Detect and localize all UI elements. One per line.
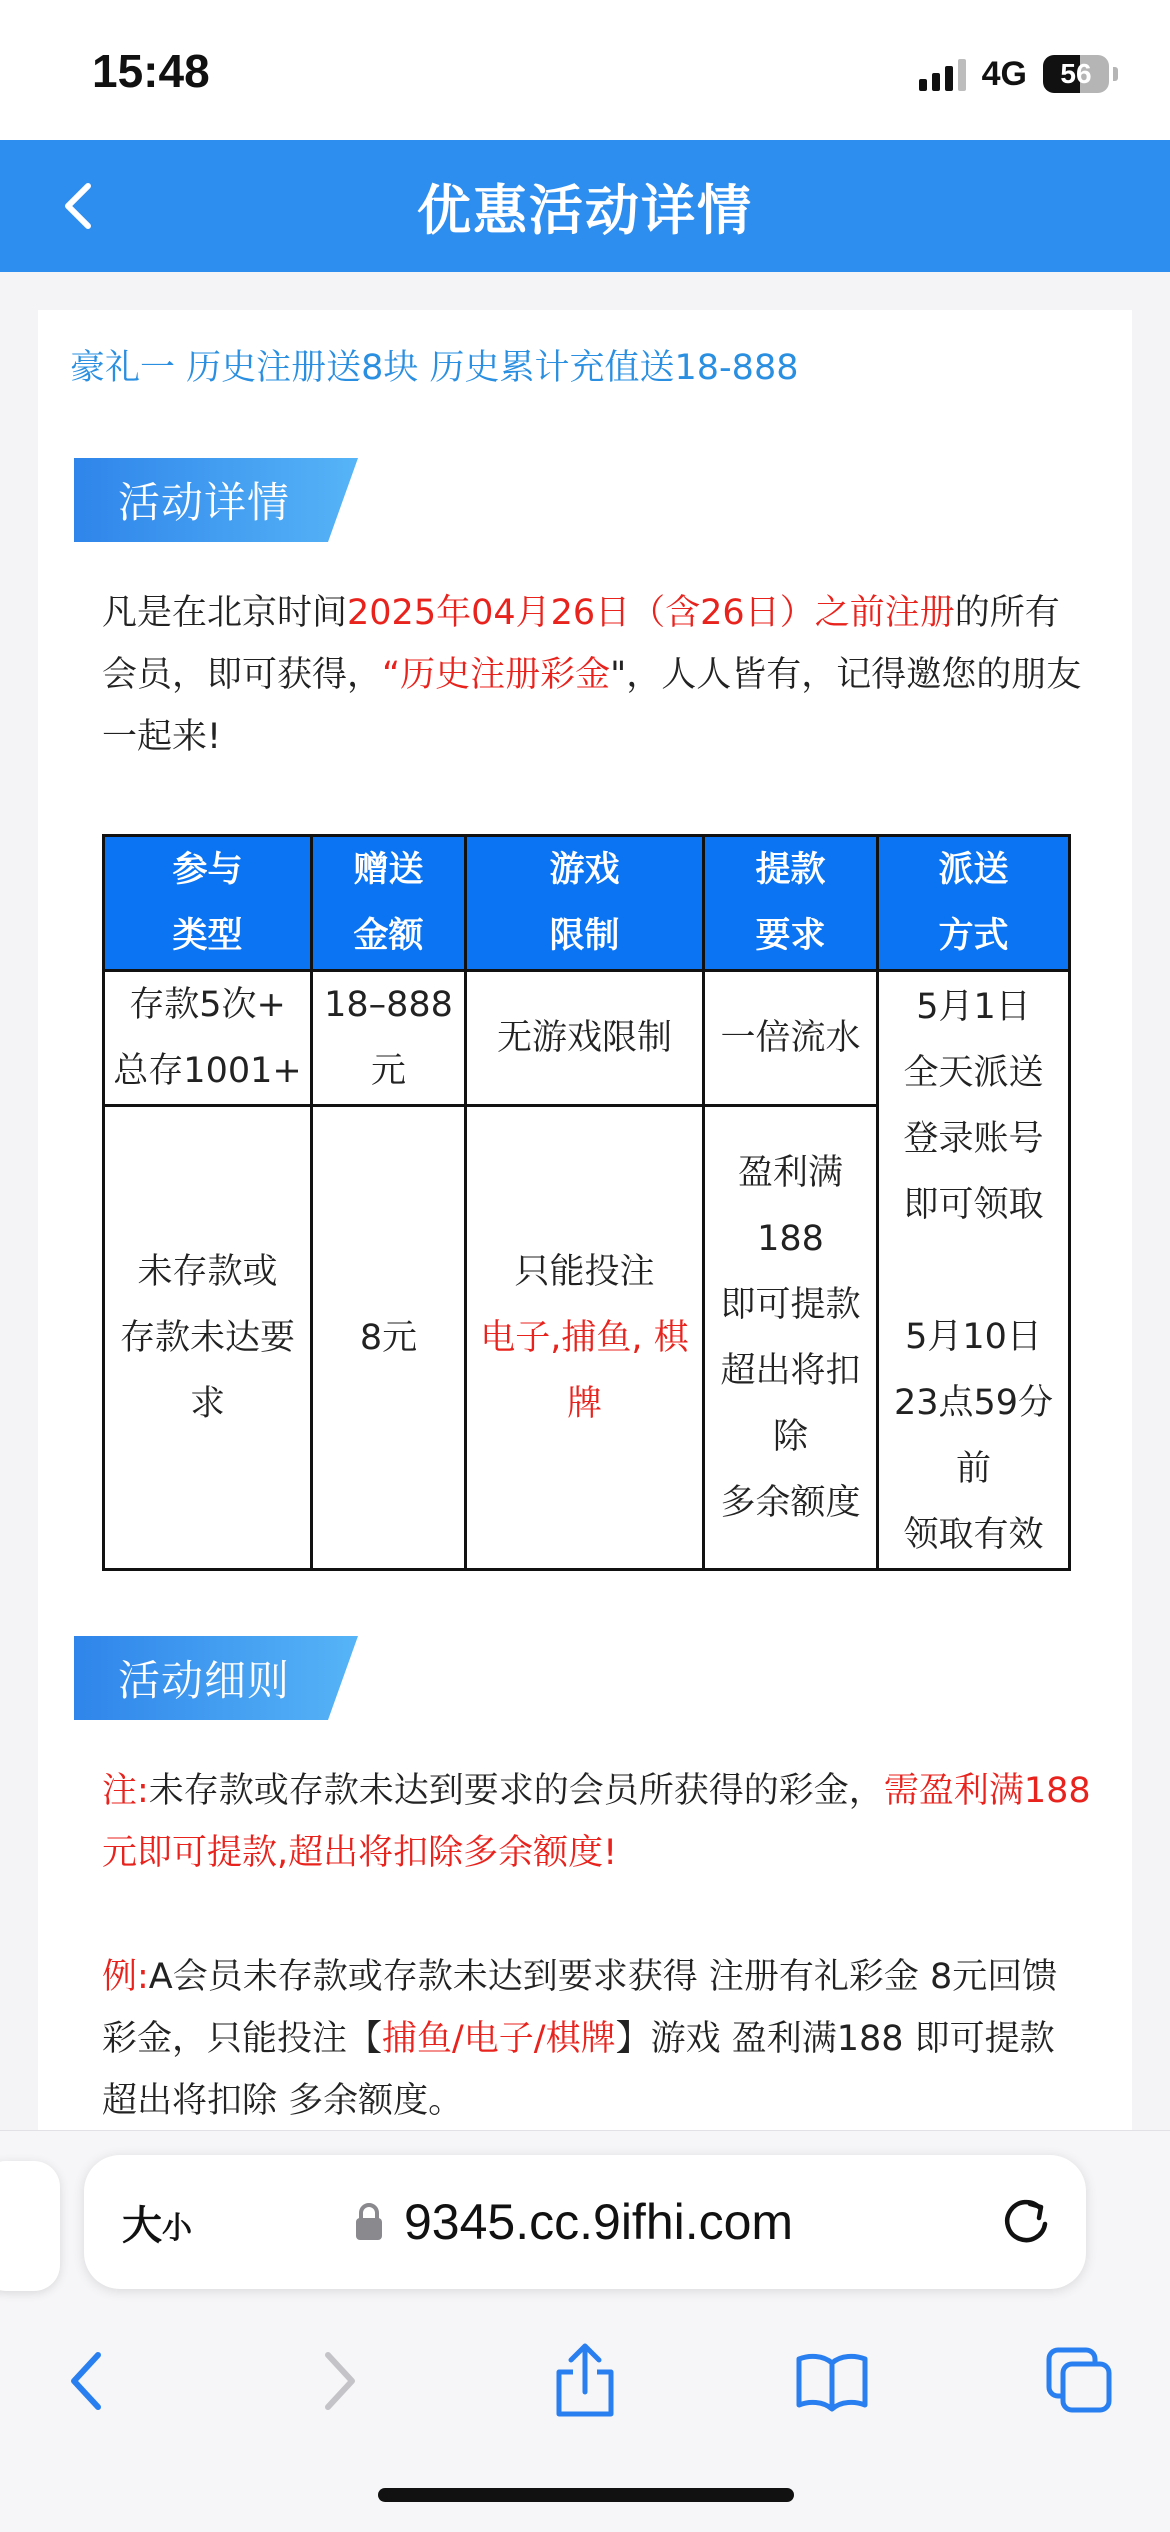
bookmarks-icon xyxy=(795,2349,869,2413)
section-title-details xyxy=(74,458,358,542)
browser-forward-button[interactable] xyxy=(300,2341,380,2421)
bookmarks-button[interactable] xyxy=(792,2341,872,2421)
battery-icon: 56 xyxy=(1043,55,1109,93)
status-bar xyxy=(0,0,1170,140)
table-cell: 只能投注 电子,捕鱼, 棋 牌 xyxy=(466,1106,704,1570)
back-icon xyxy=(64,2349,108,2413)
table-cell: 18–888 元 xyxy=(312,971,466,1106)
share-icon xyxy=(553,2342,617,2420)
tabs-button[interactable] xyxy=(1040,2341,1120,2421)
intro-paragraph: 凡是在北京时间2025年04月26日（含26日）之前注册的所有会员，即可获得，“历史注册彩金"，人人皆有，记得邀您的朋友一起来! xyxy=(102,593,1082,757)
example-paragraph: 例:A会员未存款或存款未达到要求获得 注册有礼彩金 8元回馈彩金，只能投注【捕鱼/电子/棋牌】游戏 盈利满188 即可提款 超出将扣除 多余额度。 xyxy=(102,1957,1058,2121)
status-time: 15:48 xyxy=(92,45,210,97)
table-header: 提款 要求 xyxy=(704,836,878,971)
table-header: 赠送 金额 xyxy=(312,836,466,971)
table-header: 派送 方式 xyxy=(878,836,1070,971)
table-cell: 一倍流水 xyxy=(704,971,878,1106)
browser-back-button[interactable] xyxy=(46,2341,126,2421)
note-paragraph: 注:未存款或存款未达到要求的会员所获得的彩金，需盈利满188元即可提款,超出将扣除多余额度! xyxy=(102,1771,1091,1873)
address-bar[interactable] xyxy=(84,2155,1086,2289)
promo-title: 豪礼一 历史注册送8块 历史累计充值送18-888 xyxy=(70,348,799,388)
table-cell: 盈利满188 即可提款 超出将扣 除 多余额度 xyxy=(704,1106,878,1570)
reload-icon xyxy=(996,2192,1056,2252)
app-header xyxy=(0,140,1170,272)
table-cell-delivery: 5月1日 全天派送 登录账号 即可领取 5月10日 23点59分 前 领取有效 xyxy=(878,971,1070,1570)
url-text: 9345.cc.9ifhi.com xyxy=(404,2194,794,2250)
status-indicators xyxy=(919,52,1118,96)
promo-content xyxy=(38,310,1132,2130)
table-cell: 存款5次+ 总存1001+ xyxy=(104,971,312,1106)
table-header: 游戏 限制 xyxy=(466,836,704,971)
share-button[interactable] xyxy=(545,2341,625,2421)
section-title-text: 活动细则 xyxy=(118,1656,291,1705)
chevron-left-icon xyxy=(58,180,98,232)
table-cell: 无游戏限制 xyxy=(466,971,704,1106)
lock-icon xyxy=(354,2202,384,2242)
battery-tip xyxy=(1113,67,1118,81)
page-title: 优惠活动详情 xyxy=(417,178,753,242)
table-header-row xyxy=(104,836,1070,971)
tabs-icon xyxy=(1045,2346,1115,2416)
text-size-button[interactable]: 大 小 xyxy=(122,2202,192,2249)
section-title-rules xyxy=(74,1636,358,1720)
table-row xyxy=(104,971,1070,1106)
browser-toolbar xyxy=(0,2130,1170,2532)
section-title-text: 活动详情 xyxy=(118,478,291,527)
network-type: 4G xyxy=(981,54,1027,93)
promo-table xyxy=(102,834,1071,1571)
table-header: 参与 类型 xyxy=(104,836,312,971)
back-button[interactable] xyxy=(42,170,114,242)
table-cell: 未存款或 存款未达要 求 xyxy=(104,1106,312,1570)
forward-icon xyxy=(318,2349,362,2413)
url-display[interactable] xyxy=(354,2155,793,2289)
table-cell: 8元 xyxy=(312,1106,466,1570)
signal-icon xyxy=(919,57,966,91)
browser-nav-row xyxy=(0,2321,1170,2431)
previous-tab-peek[interactable] xyxy=(0,2161,60,2291)
home-indicator xyxy=(378,2488,794,2502)
reload-button[interactable] xyxy=(996,2192,1056,2252)
